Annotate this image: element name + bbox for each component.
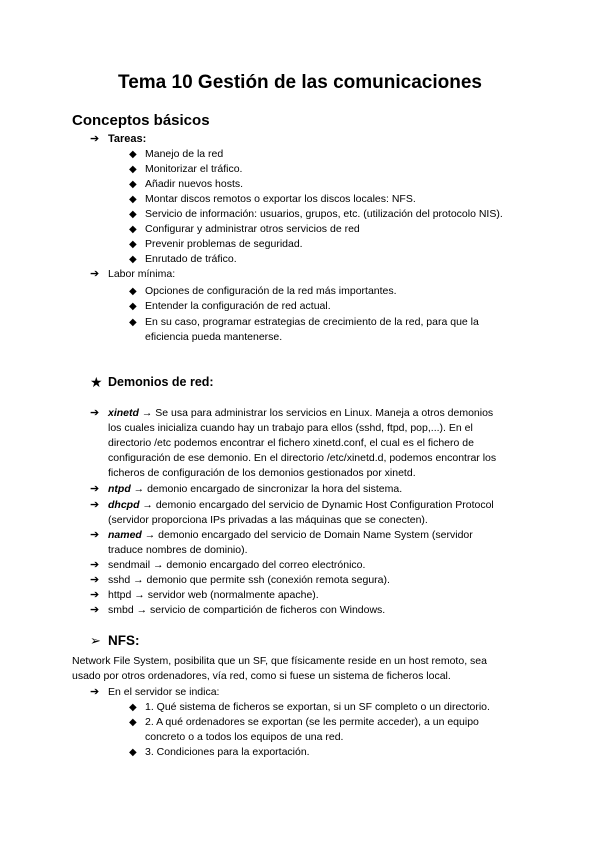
nfs-item-cont: concreto o a todos los equipos de una red. xyxy=(145,731,344,743)
nfs-intro: usado por otros ordenadores, vía red, como si fuese un sistema de ficheros local. xyxy=(72,670,451,682)
arrow-icon: ➔ xyxy=(90,686,100,698)
tarea-item: Manejo de la red xyxy=(145,148,224,160)
daemon-name: smbd xyxy=(108,604,134,616)
labor-item: Opciones de configuración de la red más importantes. xyxy=(145,285,397,297)
daemon-name: sendmail xyxy=(108,559,151,571)
labor-item: Entender la configuración de red actual. xyxy=(145,300,331,312)
daemon-item xyxy=(108,588,319,603)
nfs-item: 1. Qué sistema de ficheros se exportan, si un SF completo o un directorio. xyxy=(145,701,490,713)
daemon-item xyxy=(108,528,473,543)
daemon-desc-cont: los cuales inicializa cuando hay un trabajo para ellos (sshd, ftpd, pop,...). En el xyxy=(108,422,473,434)
diamond-icon: ◆ xyxy=(129,224,137,235)
diamond-icon: ◆ xyxy=(129,194,137,205)
heading-demonios: Demonios de red: xyxy=(108,375,214,389)
tarea-item: Añadir nuevos hosts. xyxy=(145,178,244,190)
diamond-icon: ◆ xyxy=(129,286,137,297)
arrow-icon: ➔ xyxy=(90,407,100,419)
daemon-desc: → demonio encargado de sincronizar la hora del sistema. xyxy=(133,483,403,495)
daemon-desc-cont: ficheros de configuración de los demonios gestionados por xinetd. xyxy=(108,467,416,479)
nfs-item: 2. A qué ordenadores se exportan (se les permite acceder), a un equipo xyxy=(145,716,479,728)
diamond-icon: ◆ xyxy=(129,747,137,758)
arrow-icon: ➔ xyxy=(90,268,100,280)
servidor-label: En el servidor se indica: xyxy=(108,686,220,698)
nfs-item: 3. Condiciones para la exportación. xyxy=(145,746,310,758)
diamond-icon: ◆ xyxy=(129,239,137,250)
daemon-desc-cont: configuración de ese demonio. En el directorio /etc/xinetd.d, podemos encontrar los xyxy=(108,452,497,464)
labor-item-cont: eficiencia pueda mantenerse. xyxy=(145,331,283,343)
daemon-desc: → servidor web (normalmente apache). xyxy=(134,589,319,601)
diamond-icon: ◆ xyxy=(129,702,137,713)
daemon-desc: → servicio de compartición de ficheros con Windows. xyxy=(136,604,386,616)
daemon-item xyxy=(108,603,385,618)
daemon-name: sshd xyxy=(108,574,131,586)
daemon-item xyxy=(108,573,390,588)
heading-conceptos: Conceptos básicos xyxy=(72,112,210,129)
diamond-icon: ◆ xyxy=(129,209,137,220)
arrow-icon: ➔ xyxy=(90,483,100,495)
daemon-desc-cont: traduce nombres de dominio). xyxy=(108,544,248,556)
daemon-name: dhcpd xyxy=(108,499,140,511)
daemon-desc-cont: (servidor proporciona IPs privadas a las máquinas que se conecten). xyxy=(108,514,428,526)
page-title: Tema 10 Gestión de las comunicaciones xyxy=(118,72,482,93)
tarea-item: Configurar y administrar otros servicios de red xyxy=(145,223,360,235)
daemon-name: httpd xyxy=(108,589,132,601)
daemon-item xyxy=(108,482,402,497)
arrow-icon: ➔ xyxy=(90,133,100,145)
daemon-name: ntpd xyxy=(108,483,131,495)
daemon-desc: → demonio encargado del servicio de Domain Name System (servidor xyxy=(144,529,473,541)
star-icon: ★ xyxy=(90,374,103,390)
daemon-item xyxy=(108,406,493,421)
diamond-icon: ◆ xyxy=(129,301,137,312)
tarea-item: Servicio de información: usuarios, grupos, etc. (utilización del protocolo NIS). xyxy=(145,208,503,220)
daemon-desc: → demonio que permite ssh (conexión remota segura). xyxy=(133,574,390,586)
daemon-name: xinetd xyxy=(108,407,139,419)
tarea-item: Prevenir problemas de seguridad. xyxy=(145,238,303,250)
diamond-icon: ◆ xyxy=(129,164,137,175)
daemon-item xyxy=(108,498,494,513)
arrowhead-icon: ➢ xyxy=(90,633,101,648)
arrow-icon: ➔ xyxy=(90,589,100,601)
nfs-intro: Network File System, posibilita que un SF, que físicamente reside en un host remoto, sea xyxy=(72,655,487,667)
daemon-desc-cont: directorio /etc podemos encontrar el fichero xinetd.conf, el cual es el fichero de xyxy=(108,437,474,449)
tarea-item: Monitorizar el tráfico. xyxy=(145,163,243,175)
heading-nfs: NFS: xyxy=(108,633,140,648)
daemon-desc: → demonio encargado del correo electrónico. xyxy=(152,559,366,571)
diamond-icon: ◆ xyxy=(129,179,137,190)
diamond-icon: ◆ xyxy=(129,317,137,328)
arrow-icon: ➔ xyxy=(90,559,100,571)
tarea-item: Montar discos remotos o exportar los discos locales: NFS. xyxy=(145,193,416,205)
tarea-item: Enrutado de tráfico. xyxy=(145,253,237,265)
diamond-icon: ◆ xyxy=(129,149,137,160)
diamond-icon: ◆ xyxy=(129,717,137,728)
arrow-icon: ➔ xyxy=(90,574,100,586)
labor-label: Labor mínima: xyxy=(108,268,176,280)
daemon-desc: → demonio encargado del servicio de Dynamic Host Configuration Protocol xyxy=(142,499,494,511)
daemon-name: named xyxy=(108,529,142,541)
tareas-label: Tareas: xyxy=(108,133,147,145)
daemon-desc: → Se usa para administrar los servicios en Linux. Maneja a otros demonios xyxy=(141,407,494,419)
arrow-icon: ➔ xyxy=(90,529,100,541)
arrow-icon: ➔ xyxy=(90,499,100,511)
arrow-icon: ➔ xyxy=(90,604,100,616)
daemon-item xyxy=(108,558,365,573)
labor-item: En su caso, programar estrategias de crecimiento de la red, para que la xyxy=(145,316,479,328)
diamond-icon: ◆ xyxy=(129,254,137,265)
